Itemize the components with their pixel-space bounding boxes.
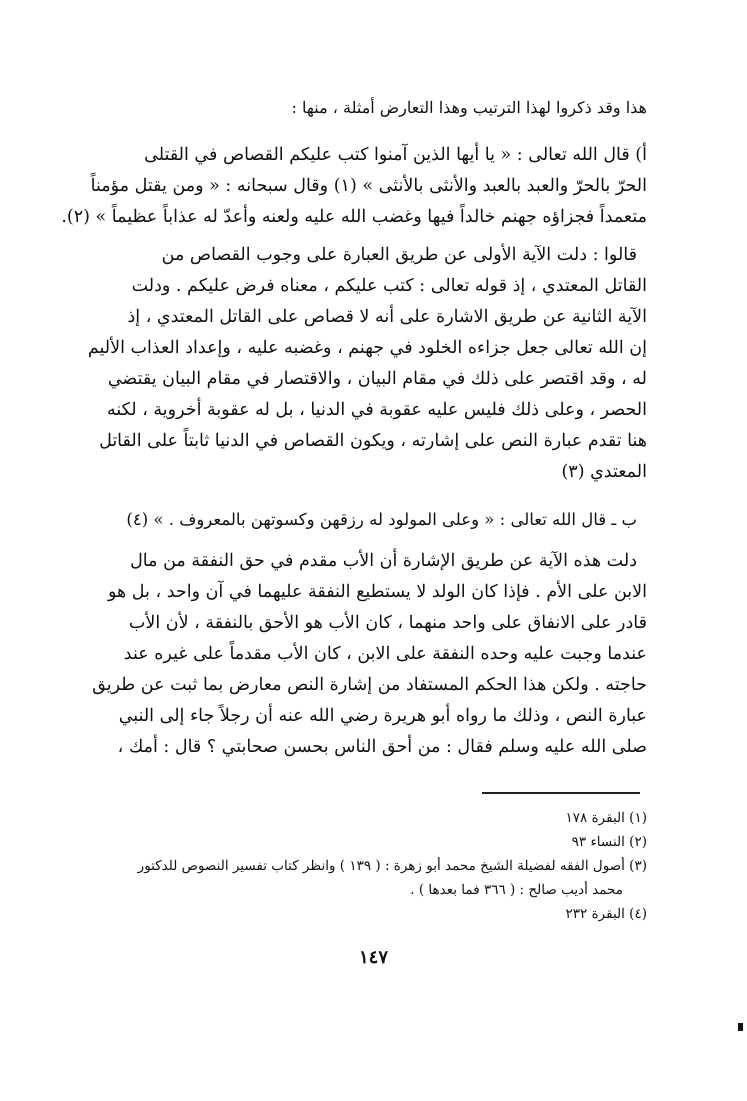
commentary-line: له ، وقد اقتصر على ذلك في مقام البيان ، والاقتصار في مقام البيان يقتضي xyxy=(107,369,647,389)
footnote-item: (٣) أصول الفقه لفضيلة الشيخ محمد أبو زهرة : ( ١٣٩ ) وانظر كتاب تفسير النصوص للدكتور xyxy=(137,858,647,874)
footnote-divider xyxy=(482,792,640,794)
commentary-line: عندما وجبت عليه وحده النفقة على الابن ، كان الأب مقدماً على غيره عند xyxy=(123,644,647,664)
verse-line: ب ـ قال الله تعالى : « وعلى المولود له رزقهن وكسوتهن بالمعروف . » (٤) xyxy=(126,510,637,529)
footnotes xyxy=(102,806,647,926)
intro-paragraph xyxy=(102,98,647,118)
example-b-verse xyxy=(102,506,647,534)
example-a-verses xyxy=(61,140,647,233)
scan-edge-mark xyxy=(738,1023,743,1031)
verse-line: أ) قال الله تعالى : « يا أيها الذين آمنوا كتب عليكم القصاص في القتلى xyxy=(144,145,647,165)
commentary-line: قادر على الانفاق على واحد منهما ، كان الأب هو الأحق بالنفقة ، لأن الأب xyxy=(128,613,647,633)
commentary-line: عبارة النص ، وذلك ما رواه أبو هريرة رضي الله عنه أن رجلاً جاء إلى النبي xyxy=(118,706,647,726)
commentary-line: حاجته . ولكن هذا الحكم المستفاد من إشارة النص معارض بما ثبت عن طريق xyxy=(92,675,647,695)
commentary-line: قالوا : دلت الآية الأولى عن طريق العبارة على وجوب القصاص من xyxy=(161,245,637,265)
footnote-item-continuation: محمد أديب صالح : ( ٣٦٦ فما بعدها ) . xyxy=(410,882,623,898)
verse-line: متعمداً فجزاؤه جهنم خالداً فيها وغضب الله عليه ولعنه وأعدّ له عذاباً عظيماً » (٢). xyxy=(61,207,647,227)
footnote-item: (١) البقرة ١٧٨ xyxy=(565,810,647,826)
intro-line: هذا وقد ذكروا لهذا الترتيب وهذا التعارض أمثلة ، منها : xyxy=(291,98,647,117)
example-b-commentary xyxy=(92,546,647,763)
verse-line: الحرّ بالحرّ والعبد بالعبد والأنثى بالأنثى » (١) وقال سبحانه : « ومن يقتل مؤمناً xyxy=(90,176,647,196)
footnote-item: (٢) النساء ٩٣ xyxy=(571,834,647,850)
commentary-line: إن الله تعالى جعل جزاءه الخلود في جهنم ، وغضبه عليه ، وإعداد العذاب الأليم xyxy=(87,338,647,358)
commentary-line: الابن على الأم . فإذا كان الولد لا يستطيع النفقة عليهما في آن واحد ، بل هو xyxy=(107,582,647,602)
commentary-line: صلى الله عليه وسلم فقال : من أحق الناس بحسن صحابتي ؟ قال : أمك ، xyxy=(117,737,647,757)
commentary-line: المعتدي (٣) xyxy=(561,462,647,482)
example-a-commentary xyxy=(87,240,647,488)
commentary-line: دلت هذه الآية عن طريق الإشارة أن الأب مقدم في حق النفقة من مال xyxy=(130,551,637,571)
footnote-item: (٤) البقرة ٢٣٢ xyxy=(565,906,647,922)
commentary-line: القاتل المعتدي ، إذ قوله تعالى : كتب عليكم ، معناه فرض عليكم . ودلت xyxy=(131,276,647,296)
commentary-line: الحصر ، وعلى ذلك فليس عليه عقوبة في الدنيا ، بل له عقوبة أخروية ، لكنه xyxy=(106,400,647,420)
page-number: ١٤٧ xyxy=(358,947,388,968)
commentary-line: هنا تقدم عبارة النص على إشارته ، ويكون القصاص في الدنيا ثابتاً على القاتل xyxy=(99,431,647,451)
commentary-line: الآية الثانية عن طريق الاشارة على أنه لا قصاص على القاتل المعتدي ، إذ xyxy=(127,307,647,327)
